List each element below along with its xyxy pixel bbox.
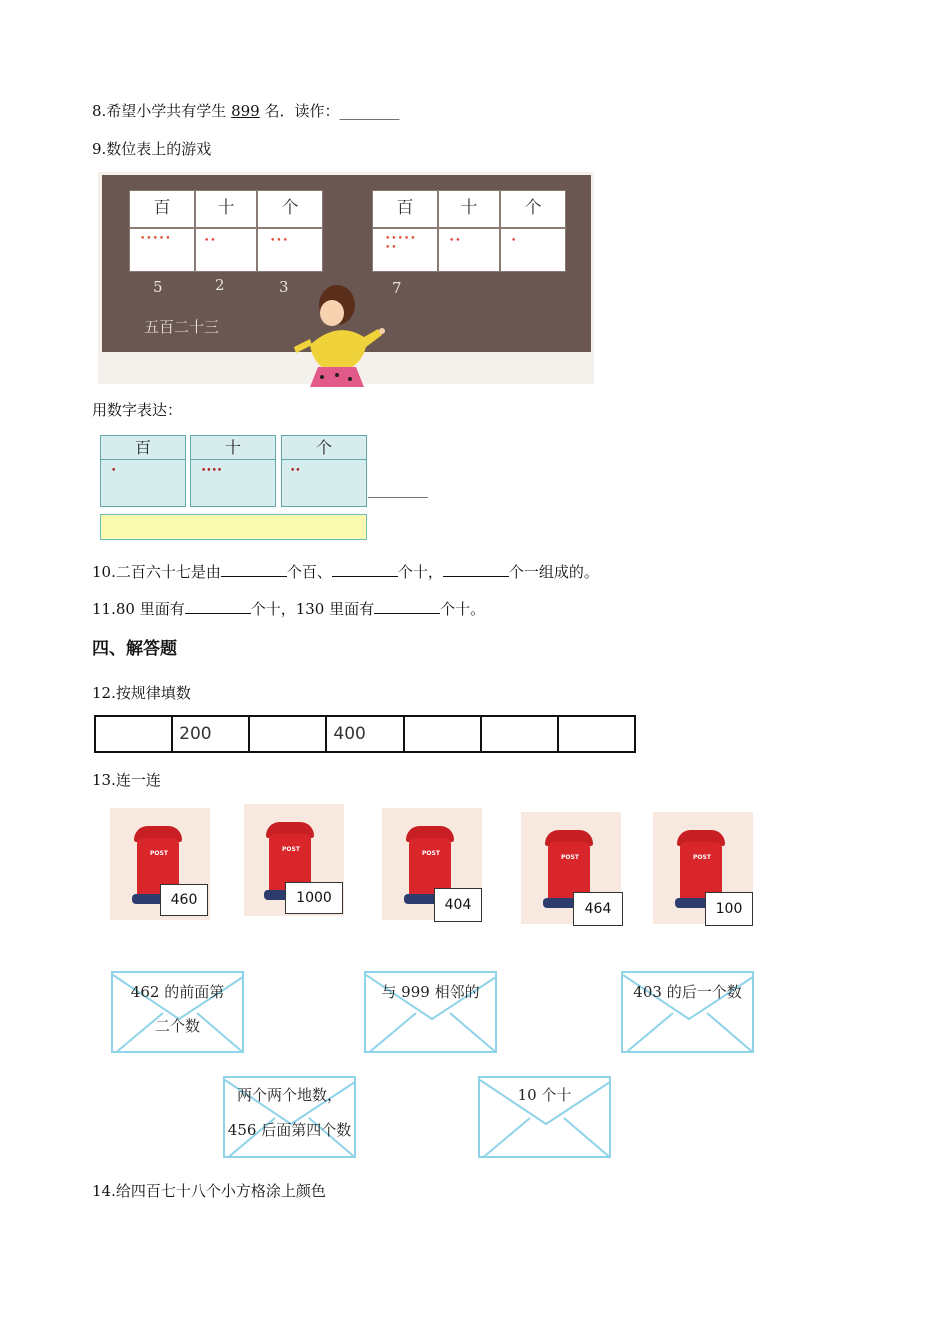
- q8-suffix: 名．读作：: [264, 102, 340, 120]
- pv-header-ones: 个: [282, 436, 366, 460]
- seq-cell-3[interactable]: [250, 717, 327, 751]
- board-digit-7: 7: [392, 279, 402, 297]
- seq-cell-4: 400: [327, 717, 404, 751]
- q12-title: 12.按规律填数: [92, 684, 191, 702]
- q10-blank-ones[interactable]: [443, 562, 509, 577]
- board-right-dots-tens: ••: [449, 236, 462, 246]
- q8-prefix: 8.希望小学共有学生: [92, 102, 227, 120]
- seq-cell-2: 200: [173, 717, 250, 751]
- mailbox-label: 404: [434, 888, 482, 922]
- mailbox-100[interactable]: [653, 812, 753, 924]
- envelope-line-1: 两个两个地数，: [236, 1086, 342, 1104]
- q10-text-1: 10.二百六十七是由: [92, 563, 221, 581]
- pv-dots-tens: ••••: [201, 466, 223, 476]
- mailbox-1000[interactable]: [244, 804, 344, 916]
- blackboard: [102, 175, 591, 352]
- seq-cell-6[interactable]: [482, 717, 559, 751]
- board-left-dots-ones: •••: [270, 236, 289, 246]
- envelope-near-999[interactable]: [364, 971, 497, 1053]
- seq-cell-1[interactable]: [96, 717, 173, 751]
- mailbox-460[interactable]: [110, 808, 210, 920]
- q14-title: 14.给四百七十八个小方格涂上颜色: [92, 1182, 326, 1200]
- q9-answer-blank[interactable]: ________: [368, 480, 428, 498]
- board-right-header-hundreds: 百: [372, 190, 438, 228]
- board-number-words: 五百二十三: [144, 318, 220, 336]
- q11-text-3: 个十。: [440, 600, 486, 618]
- seq-cell-7[interactable]: [559, 717, 634, 751]
- section-4-title: 四、解答题: [92, 639, 177, 659]
- mailbox-label: 100: [705, 892, 753, 926]
- board-digit-5: 5: [153, 278, 163, 296]
- pv-dots-ones: ••: [290, 466, 301, 476]
- envelope-line-2: 456 后面第四个数: [227, 1121, 352, 1139]
- q11-text-2: 个十，130 里面有: [250, 600, 375, 618]
- envelope-line-1: 与 999 相邻的: [381, 983, 480, 1001]
- mailbox-404[interactable]: [382, 808, 482, 920]
- mailbox-post-text: POST: [282, 846, 300, 853]
- mailbox-label: 1000: [285, 882, 343, 914]
- board-left-cell-tens: [195, 228, 257, 272]
- pv-answer-bar[interactable]: [100, 514, 367, 540]
- q9-title: 9.数位表上的游戏: [92, 140, 212, 158]
- board-left-dots-hundreds: •••••: [140, 234, 172, 244]
- board-right-dots-ones: •: [511, 236, 518, 246]
- mailbox-post-text: POST: [561, 854, 579, 861]
- girl-illustration: [282, 275, 402, 387]
- q11-text-1: 11.80 里面有: [92, 600, 185, 618]
- envelope-ten-tens[interactable]: [478, 1076, 611, 1158]
- q11-blank-1[interactable]: [185, 599, 251, 614]
- board-left-header-ones: 个: [257, 190, 323, 228]
- seq-cell-5[interactable]: [405, 717, 482, 751]
- q10-blank-tens[interactable]: [332, 562, 398, 577]
- envelope-line-1: 403 的后一个数: [633, 983, 742, 1001]
- envelope-462-before[interactable]: [111, 971, 244, 1053]
- q10-text-3: 个十，: [397, 563, 443, 581]
- envelope-line-1: 462 的前面第: [130, 983, 225, 1001]
- express-label: 用数字表达：: [92, 401, 183, 419]
- pv-column-hundreds: [100, 435, 186, 507]
- q10-text-4: 个一组成的。: [508, 563, 599, 581]
- mailbox-post-text: POST: [150, 850, 168, 857]
- sequence-table: [94, 715, 636, 753]
- board-left-header-tens: 十: [195, 190, 257, 228]
- question-10: [92, 561, 599, 582]
- pv-column-ones: [281, 435, 367, 507]
- board-digit-2: 2: [215, 276, 225, 294]
- q8-answer-blank[interactable]: ________: [339, 102, 400, 120]
- envelope-line-1: 10 个十: [517, 1086, 572, 1104]
- q8-number: 899: [231, 102, 260, 120]
- board-right-cell-tens: [438, 228, 500, 272]
- pv-header-hundreds: 百: [101, 436, 185, 460]
- board-left-dots-tens: ••: [204, 236, 217, 246]
- question-8: [92, 100, 400, 121]
- board-left-cell-hundreds: [129, 228, 195, 272]
- board-left-header-hundreds: 百: [129, 190, 195, 228]
- mailbox-label: 460: [160, 884, 208, 916]
- envelope-456-count-by-two[interactable]: [223, 1076, 356, 1158]
- q11-blank-2[interactable]: [374, 599, 440, 614]
- q10-blank-hundreds[interactable]: [221, 562, 287, 577]
- mailbox-label: 464: [573, 892, 623, 926]
- board-left-cell-ones: [257, 228, 323, 272]
- board-digit-3: 3: [279, 278, 289, 296]
- question-11: [92, 598, 485, 619]
- q10-text-2: 个百、: [286, 563, 332, 581]
- board-right-dots-hundreds-1: •••••: [385, 234, 417, 244]
- board-right-header-ones: 个: [500, 190, 566, 228]
- board-right-dots-hundreds-2: ••: [385, 243, 398, 253]
- mailbox-post-text: POST: [422, 850, 440, 857]
- pv-header-tens: 十: [191, 436, 275, 460]
- envelope-line-2: 二个数: [154, 1017, 200, 1035]
- pv-column-tens: [190, 435, 276, 507]
- mailbox-post-text: POST: [693, 854, 711, 861]
- envelope-403-after[interactable]: [621, 971, 754, 1053]
- board-right-header-tens: 十: [438, 190, 500, 228]
- mailbox-464[interactable]: [521, 812, 621, 924]
- pv-dots-hundreds: •: [111, 466, 117, 476]
- board-right-cell-ones: [500, 228, 566, 272]
- q13-title: 13.连一连: [92, 771, 161, 789]
- board-right-cell-hundreds: [372, 228, 438, 272]
